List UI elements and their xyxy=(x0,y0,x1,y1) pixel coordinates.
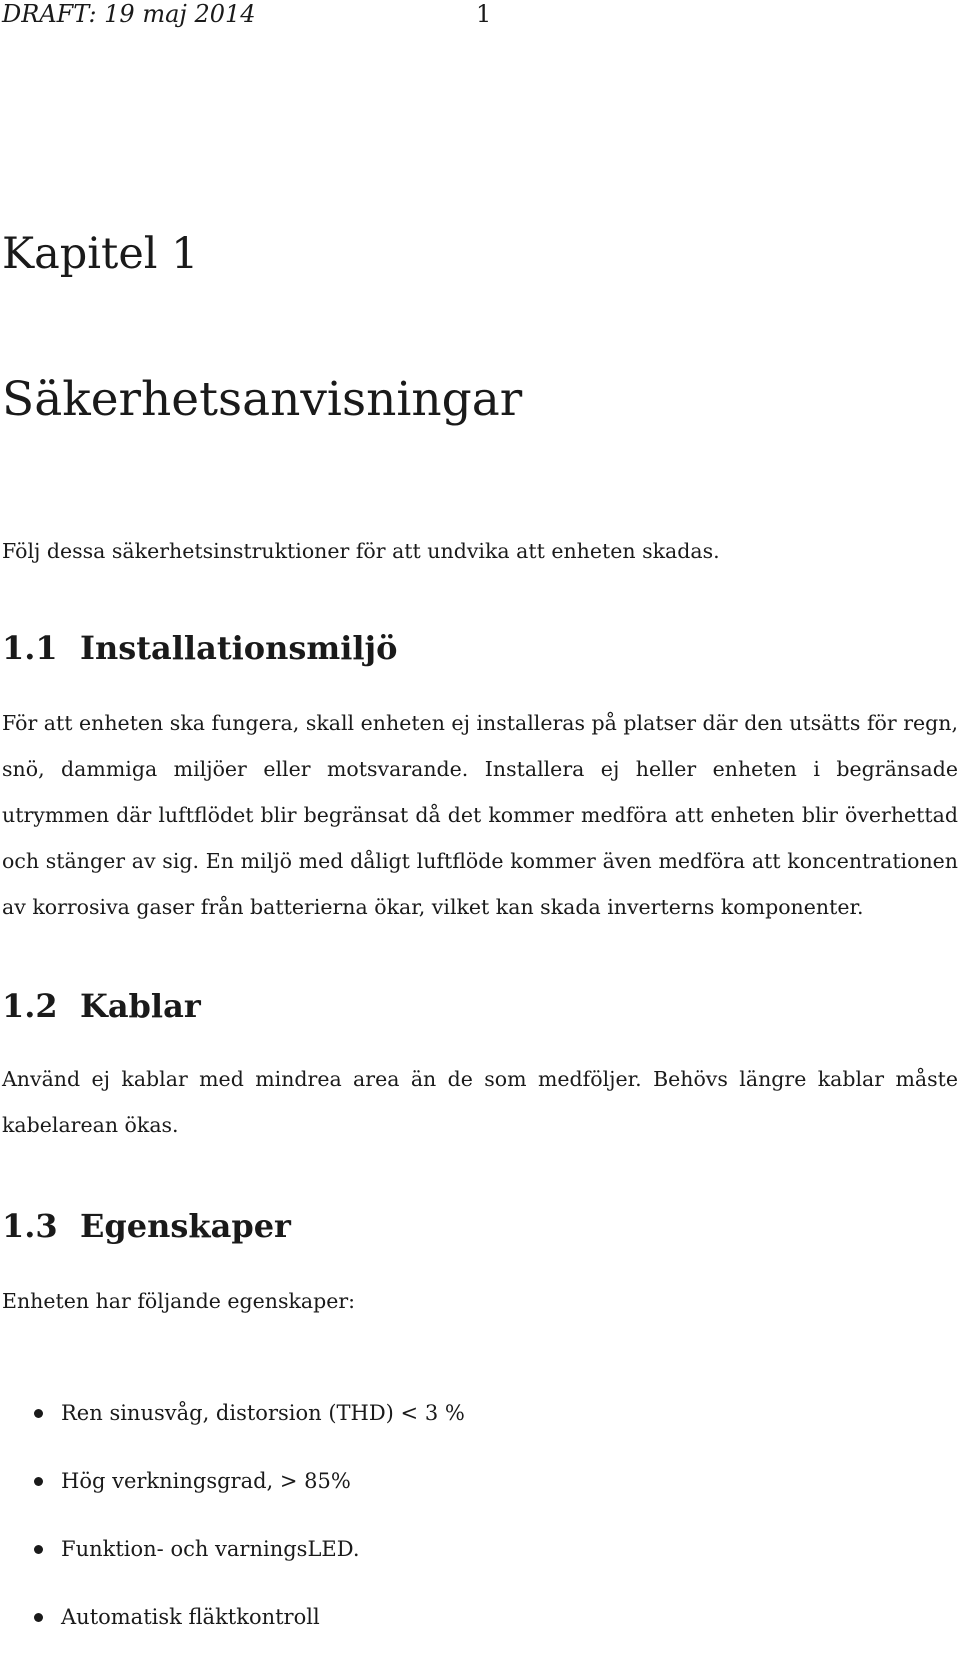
chapter-title: Säkerhetsanvisningar xyxy=(2,372,523,427)
section-paragraph-installationsmiljo: För att enheten ska fungera, skall enheten ej installeras på platser där den utsätts för regn, snö, dammiga miljöer eller motsvarande. Installera ej heller enheten i begränsade utrymmen där luftflödet blir begränsat då det kommer medföra att enheten blir överhettad och stänger av sig. En miljö med dåligt luftflöde kommer även medföra att koncentrationen av korrosiva gaser från batterierna ökar, vilket kan skada inverterns komponenter. xyxy=(2,711,958,919)
page-header xyxy=(2,0,942,30)
bullet-icon xyxy=(34,1613,43,1622)
list-item-text: Automatisk fläktkontroll xyxy=(61,1605,320,1629)
section-paragraph-kablar: Använd ej kablar med mindrea area än de som medföljer. Behövs längre kablar måste kabelarean ökas. xyxy=(2,1067,958,1137)
section-heading-egenskaper xyxy=(2,1204,291,1248)
list-item xyxy=(0,1595,940,1663)
intro-paragraph: Följ dessa säkerhetsinstruktioner för att undvika att enheten skadas. xyxy=(2,539,720,563)
bullet-icon xyxy=(34,1409,43,1418)
section-heading-kablar xyxy=(2,984,201,1028)
page-number: 1 xyxy=(476,0,492,28)
section-number: 1.1 xyxy=(2,629,58,667)
section-heading-installationsmiljo xyxy=(2,626,397,670)
section-title: Egenskaper xyxy=(80,1207,291,1245)
bullet-icon xyxy=(34,1545,43,1554)
feature-list xyxy=(0,1391,940,1663)
list-item xyxy=(0,1459,940,1527)
section-number: 1.3 xyxy=(2,1207,58,1245)
draft-label: DRAFT: 19 maj 2014 xyxy=(2,0,256,28)
list-item-text: Hög verkningsgrad, > 85% xyxy=(61,1469,351,1493)
list-item xyxy=(0,1391,940,1459)
section-number: 1.2 xyxy=(2,987,58,1025)
section-title: Kablar xyxy=(80,987,201,1025)
section-paragraph-egenskaper: Enheten har följande egenskaper: xyxy=(2,1289,356,1313)
section-title: Installationsmiljö xyxy=(80,629,398,667)
list-item xyxy=(0,1527,940,1595)
list-item-text: Ren sinusvåg, distorsion (THD) < 3 % xyxy=(61,1401,465,1425)
chapter-label: Kapitel 1 xyxy=(2,229,199,279)
list-item-text: Funktion- och varningsLED. xyxy=(61,1537,360,1561)
bullet-icon xyxy=(34,1477,43,1486)
